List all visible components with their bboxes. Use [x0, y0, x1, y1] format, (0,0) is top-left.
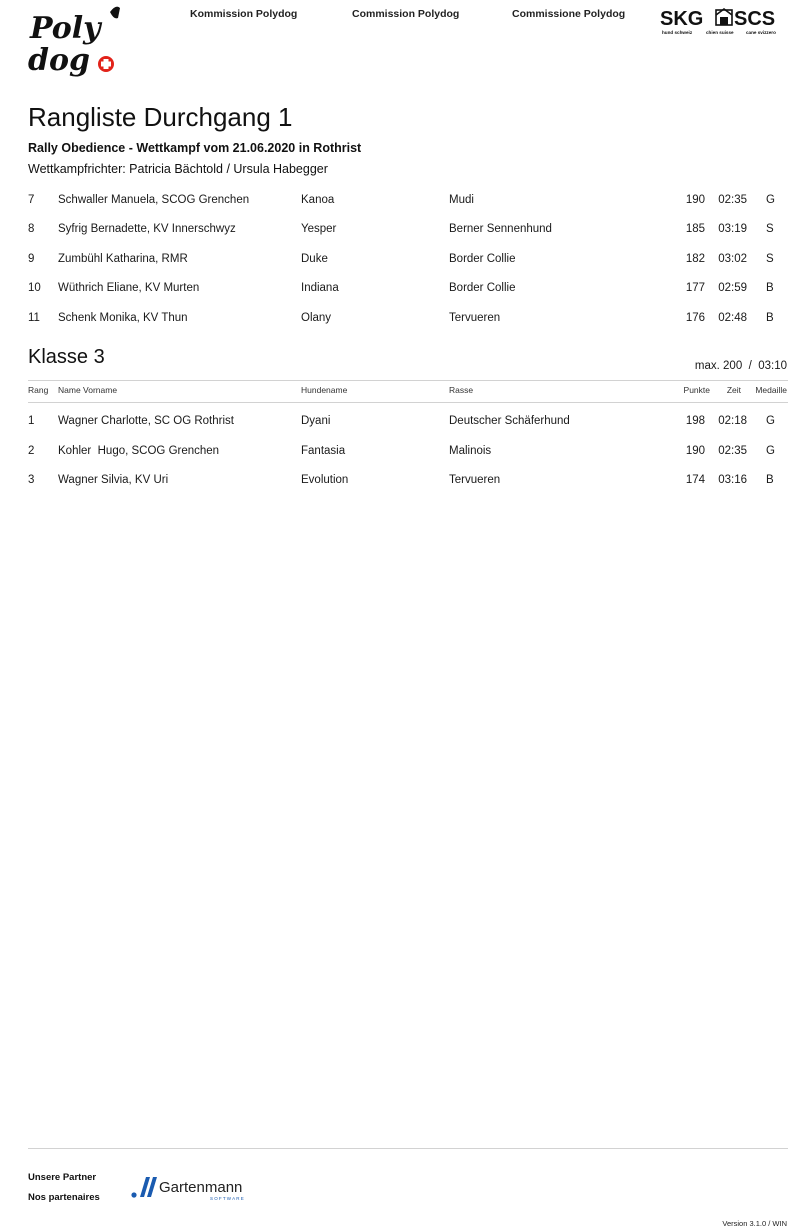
dog-cell: Evolution	[301, 474, 349, 486]
logo-text-dog: dog	[28, 43, 90, 78]
time-cell: 02:35	[718, 194, 747, 206]
name-cell: Schwaller Manuela, SCOG Grenchen	[58, 194, 250, 206]
header-time: Zeit	[726, 385, 741, 395]
max-time: 03:10	[758, 360, 787, 372]
breed-cell: Malinois	[449, 445, 492, 457]
max-separator: /	[748, 360, 752, 372]
commission-fr: Commission Polydog	[352, 8, 460, 20]
table-row	[0, 415, 800, 431]
name-cell: Zumbühl Katharina, RMR	[58, 253, 188, 265]
dog-cell: Yesper	[301, 223, 337, 235]
class-max-values	[695, 360, 787, 372]
dog-cell: Fantasia	[301, 445, 346, 457]
header-dog: Hundename	[301, 385, 348, 395]
medal-cell: G	[766, 445, 775, 457]
rank-cell: 2	[28, 445, 35, 457]
points-cell: 185	[685, 223, 705, 235]
logo-scs: SCS	[734, 8, 776, 30]
medal-cell: S	[766, 253, 774, 265]
points-cell: 182	[685, 253, 705, 265]
logo-skg: SKG	[660, 8, 704, 30]
name-cell: Wüthrich Eliane, KV Murten	[58, 282, 200, 294]
logo-tagline-de: hund schweiz	[662, 30, 693, 35]
breed-cell: Border Collie	[449, 282, 516, 294]
name-cell: Wagner Charlotte, SC OG Rothrist	[58, 415, 234, 427]
breed-cell: Berner Sennenhund	[449, 223, 552, 235]
dog-cell: Kanoa	[301, 194, 335, 206]
logo-tagline-fr: chien suisse	[706, 30, 734, 35]
doghouse-icon	[716, 9, 732, 25]
points-cell: 177	[685, 282, 705, 294]
time-cell: 03:02	[718, 253, 747, 265]
divider	[28, 380, 788, 381]
rank-cell: 3	[28, 474, 35, 486]
medal-cell: S	[766, 223, 774, 235]
time-cell: 02:35	[718, 445, 747, 457]
breed-cell: Border Collie	[449, 253, 516, 265]
dog-cell: Olany	[301, 312, 332, 324]
gartenmann-logo	[130, 1173, 260, 1203]
table-row	[0, 445, 800, 461]
points-cell: 176	[685, 312, 705, 324]
gartenmann-name: Gartenmann	[159, 1179, 243, 1196]
class-title: Klasse 3	[28, 346, 105, 368]
competition-subtitle: Rally Obedience - Wettkampf vom 21.06.2020 in Rothrist	[28, 141, 362, 155]
medal-cell: G	[766, 194, 775, 206]
polydog-logo	[26, 4, 134, 78]
points-cell: 190	[685, 445, 705, 457]
time-cell: 03:19	[718, 223, 747, 235]
commission-de: Kommission Polydog	[190, 8, 298, 20]
medal-cell: B	[766, 282, 774, 294]
partner-label-de: Unsere Partner	[28, 1172, 97, 1183]
name-cell: Schenk Monika, KV Thun	[58, 312, 188, 324]
gartenmann-tag: SOFTWARE	[210, 1196, 245, 1201]
medal-cell: G	[766, 415, 775, 427]
name-cell: Syfrig Bernadette, KV Innerschwyz	[58, 223, 236, 235]
breed-cell: Tervueren	[449, 312, 501, 324]
footer-divider	[28, 1148, 788, 1149]
time-cell: 02:48	[718, 312, 747, 324]
judges-line: Wettkampfrichter: Patricia Bächtold / Ursula Habegger	[28, 162, 328, 176]
breed-cell: Mudi	[449, 194, 474, 206]
name-cell: Wagner Silvia, KV Uri	[58, 474, 169, 486]
gartenmann-mark-icon	[131, 1177, 157, 1198]
breed-cell: Deutscher Schäferhund	[449, 415, 570, 427]
partner-label-fr: Nos partenaires	[28, 1192, 100, 1203]
table-row	[0, 223, 800, 239]
version-label: Version 3.1.0 / WIN	[722, 1219, 787, 1228]
logo-tagline-it: cane svizzero	[746, 30, 776, 35]
rank-cell: 8	[28, 223, 35, 235]
rank-cell: 7	[28, 194, 35, 206]
table-row	[0, 312, 800, 328]
table-row	[0, 194, 800, 210]
table-row	[0, 282, 800, 298]
dog-cell: Duke	[301, 253, 328, 265]
rank-cell: 9	[28, 253, 35, 265]
dog-cell: Indiana	[301, 282, 339, 294]
points-cell: 174	[685, 474, 705, 486]
breed-cell: Tervueren	[449, 474, 501, 486]
max-points: max. 200	[694, 360, 743, 372]
rank-cell: 11	[28, 312, 40, 324]
time-cell: 03:16	[718, 474, 747, 486]
table-row	[0, 253, 800, 269]
header-rang: Rang	[28, 385, 49, 395]
page-title: Rangliste Durchgang 1	[28, 102, 293, 132]
time-cell: 02:18	[718, 415, 747, 427]
logo-text-poly: Poly	[30, 11, 101, 46]
table-header	[0, 385, 800, 397]
header-name: Name Vorname	[58, 385, 118, 395]
commission-it: Commissione Polydog	[512, 8, 626, 20]
skg-scs-logo	[660, 6, 786, 36]
time-cell: 02:59	[718, 282, 747, 294]
medal-cell: B	[766, 474, 774, 486]
rank-cell: 10	[28, 282, 41, 294]
header-medal: Medaille	[755, 385, 787, 395]
table-row	[0, 474, 800, 490]
points-cell: 198	[685, 415, 705, 427]
header-points: Punkte	[683, 385, 710, 395]
medal-cell: B	[766, 312, 774, 324]
dog-cell: Dyani	[301, 415, 331, 427]
header-breed: Rasse	[449, 385, 474, 395]
rank-cell: 1	[28, 415, 35, 427]
points-cell: 190	[685, 194, 705, 206]
name-cell: Kohler Hugo, SCOG Grenchen	[58, 445, 220, 457]
divider	[28, 402, 788, 403]
